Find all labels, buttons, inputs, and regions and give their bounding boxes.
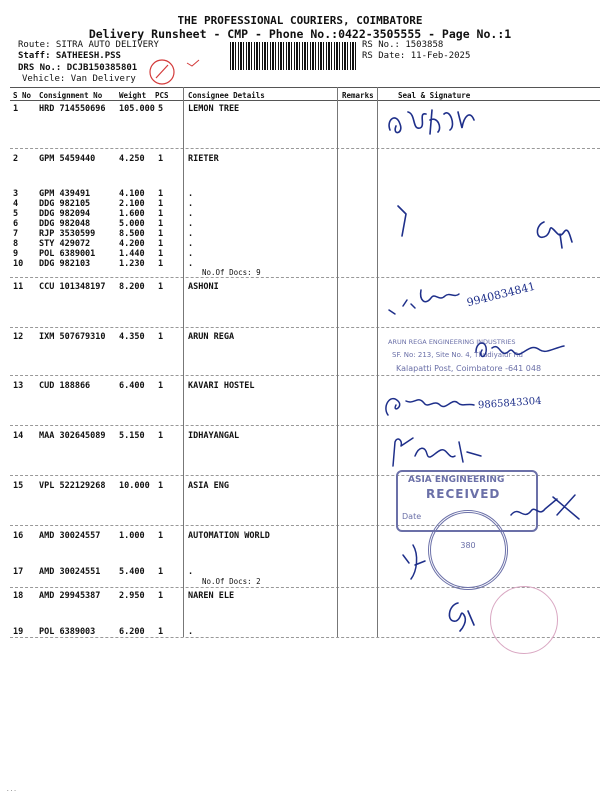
cell-consignment: IXM 507679310 <box>39 332 106 342</box>
cell-pcs: 1 <box>158 239 164 249</box>
table-header-rule <box>10 100 600 101</box>
cell-weight: 8.500 <box>119 229 145 239</box>
row-separator <box>10 375 600 376</box>
cell-pcs: 1 <box>158 209 164 219</box>
cell-consignment: DDG 982105 <box>39 199 91 209</box>
cell-weight: 2.100 <box>119 199 145 209</box>
cell-weight: 4.200 <box>119 239 145 249</box>
stamp-date-label: Date <box>402 512 422 521</box>
cell-sno: 7 <box>13 229 19 239</box>
vehicle-label: Vehicle: Van Delivery <box>22 74 136 84</box>
row-separator <box>10 425 600 426</box>
col-consignment: Consignment No <box>39 91 103 100</box>
cell-consignment: HRD 714550696 <box>39 104 106 114</box>
cell-consignee: . <box>188 627 194 637</box>
cell-consignee: RIETER <box>188 154 219 164</box>
cell-consignment: DDG 982048 <box>39 219 91 229</box>
cell-weight: 5.150 <box>119 431 145 441</box>
cell-pcs: 1 <box>158 591 164 601</box>
cell-pcs: 1 <box>158 219 164 229</box>
cell-sno: 16 <box>13 531 24 541</box>
faded-round-seal <box>490 586 558 654</box>
cell-pcs: 1 <box>158 567 164 577</box>
cell-consignment: DDG 982103 <box>39 259 91 269</box>
cell-weight: 4.350 <box>119 332 145 342</box>
cell-pcs: 1 <box>158 199 164 209</box>
cell-sno: 15 <box>13 481 24 491</box>
handwritten-phone-row13: 9865843304 <box>477 395 542 412</box>
cell-weight: 5.000 <box>119 219 145 229</box>
cell-consignee: IDHAYANGAL <box>188 431 240 441</box>
cell-consignee: NAREN ELE <box>188 591 235 601</box>
cell-weight: 105.000 <box>119 104 155 114</box>
cell-sno: 5 <box>13 209 19 219</box>
cell-consignee: KAVARI HOSTEL <box>188 381 255 391</box>
row-separator <box>10 277 600 278</box>
stamp-line: ARUN REGA ENGINEERING INDUSTRIES <box>388 338 516 346</box>
cell-consignment: AMD 30024551 <box>39 567 101 577</box>
cell-consignment: CCU 101348197 <box>39 282 106 292</box>
cell-weight: 1.000 <box>119 531 145 541</box>
cell-consignment: POL 6389003 <box>39 627 96 637</box>
cell-consignment: VPL 522129268 <box>39 481 106 491</box>
cell-pcs: 1 <box>158 531 164 541</box>
row-separator <box>10 148 600 149</box>
signature-row16 <box>395 535 435 585</box>
cell-pcs: 5 <box>158 104 164 114</box>
round-seal-number: 380 <box>460 541 476 550</box>
stamp-line: SF. No: 213, Site No. 4, Thudiyalur Rd <box>392 351 523 359</box>
cell-sno: 19 <box>13 627 24 637</box>
cell-consignee: . <box>188 567 194 577</box>
cell-consignee: ARUN REGA <box>188 332 235 342</box>
cell-consignee: . <box>188 219 194 229</box>
signature-row15 <box>505 485 585 535</box>
stamp-line: Kalapatti Post, Coimbatore -641 048 <box>396 364 542 373</box>
cell-consignment: DDG 982094 <box>39 209 91 219</box>
cell-consignment: POL 6389001 <box>39 249 96 259</box>
scan-speck: ... <box>6 786 17 793</box>
cell-pcs: 1 <box>158 189 164 199</box>
col-sno: S No <box>13 91 32 100</box>
cell-weight: 5.400 <box>119 567 145 577</box>
signature-row3 <box>530 212 578 250</box>
cell-consignee: . <box>188 249 194 259</box>
col-signature: Seal & Signature <box>398 91 471 100</box>
cell-weight: 10.000 <box>119 481 150 491</box>
barcode <box>230 42 356 70</box>
cell-consignee: ASHONI <box>188 282 219 292</box>
cell-consignment: MAA 302645089 <box>39 431 106 441</box>
col-weight: Weight <box>119 91 147 100</box>
cell-weight: 4.250 <box>119 154 145 164</box>
cell-consignee: . <box>188 209 194 219</box>
staff-label: Staff: SATHEESH.PSS <box>18 51 121 61</box>
docs-count-note: No.Of Docs: 2 <box>202 577 261 586</box>
cell-sno: 12 <box>13 332 24 342</box>
docs-count-note: No.Of Docs: 9 <box>202 268 261 277</box>
cell-consignment: RJP 3530599 <box>39 229 96 239</box>
cell-consignee: . <box>188 199 194 209</box>
cell-pcs: 1 <box>158 249 164 259</box>
cell-weight: 1.230 <box>119 259 145 269</box>
cell-consignee: . <box>188 189 194 199</box>
cell-consignment: STY 429072 <box>39 239 91 249</box>
cell-sno: 4 <box>13 199 19 209</box>
cell-sno: 8 <box>13 239 19 249</box>
cell-weight: 6.200 <box>119 627 145 637</box>
cell-consignee: ASIA ENG <box>188 481 229 491</box>
cell-sno: 6 <box>13 219 19 229</box>
cell-sno: 18 <box>13 591 24 601</box>
cell-pcs: 1 <box>158 431 164 441</box>
cell-weight: 8.200 <box>119 282 145 292</box>
column-divider <box>337 87 338 637</box>
round-seal <box>428 510 508 590</box>
column-divider <box>183 87 184 637</box>
cell-sno: 17 <box>13 567 24 577</box>
stamp-received: RECEIVED <box>426 487 501 501</box>
signature-row14 <box>385 432 495 472</box>
cell-pcs: 1 <box>158 282 164 292</box>
row-separator <box>10 327 600 328</box>
cell-sno: 3 <box>13 189 19 199</box>
cell-sno: 10 <box>13 259 24 269</box>
cell-consignment: AMD 29945387 <box>39 591 101 601</box>
cell-weight: 6.400 <box>119 381 145 391</box>
cell-consignee: AUTOMATION WORLD <box>188 531 270 541</box>
handwritten-phone-row11: 9940834841 <box>465 279 537 310</box>
cell-sno: 2 <box>13 154 19 164</box>
cell-consignment: CUD 188866 <box>39 381 91 391</box>
cell-consignment: GPM 5459440 <box>39 154 96 164</box>
signature-row1 <box>378 100 488 145</box>
stamp-company: ASIA ENGINEERING <box>408 475 505 485</box>
signature-row3-stroke <box>390 200 420 240</box>
red-check-mark <box>185 58 201 68</box>
cell-sno: 11 <box>13 282 24 292</box>
cell-weight: 1.440 <box>119 249 145 259</box>
drs-number: DRS No.: DCJB150385801 <box>18 63 138 73</box>
company-title: THE PROFESSIONAL COURIERS, COIMBATORE <box>177 14 423 27</box>
signature-row11 <box>385 280 465 320</box>
cell-pcs: 1 <box>158 481 164 491</box>
column-divider <box>377 87 378 637</box>
rs-date: RS Date: 11-Feb-2025 <box>362 51 471 61</box>
rs-number: RS No.: 1503858 <box>362 40 444 50</box>
signature-row12 <box>470 332 570 368</box>
cell-consignee: LEMON TREE <box>188 104 240 114</box>
table-top-rule <box>10 87 600 88</box>
cell-weight: 2.950 <box>119 591 145 601</box>
cell-consignee: . <box>188 259 194 269</box>
cell-sno: 13 <box>13 381 24 391</box>
red-circle-mark <box>146 56 180 88</box>
cell-pcs: 1 <box>158 229 164 239</box>
route-label: Route: SITRA AUTO DELIVERY <box>18 40 159 50</box>
col-consignee: Consignee Details <box>188 91 265 100</box>
cell-sno: 9 <box>13 249 19 259</box>
cell-pcs: 1 <box>158 154 164 164</box>
cell-pcs: 1 <box>158 259 164 269</box>
cell-sno: 14 <box>13 431 24 441</box>
col-pcs: PCS <box>155 91 169 100</box>
cell-pcs: 1 <box>158 627 164 637</box>
cell-sno: 1 <box>13 104 19 114</box>
cell-consignment: AMD 30024557 <box>39 531 101 541</box>
signature-row13 <box>378 385 478 423</box>
col-remarks: Remarks <box>342 91 374 100</box>
cell-pcs: 1 <box>158 332 164 342</box>
runsheet-title: Delivery Runsheet - CMP - Phone No.:0422-3505555 - Page No.:1 <box>88 27 512 41</box>
cell-consignee: . <box>188 229 194 239</box>
cell-consignment: GPM 439491 <box>39 189 91 199</box>
signature-row18 <box>440 595 480 635</box>
cell-weight: 4.100 <box>119 189 145 199</box>
cell-consignee: . <box>188 239 194 249</box>
cell-pcs: 1 <box>158 381 164 391</box>
cell-weight: 1.600 <box>119 209 145 219</box>
